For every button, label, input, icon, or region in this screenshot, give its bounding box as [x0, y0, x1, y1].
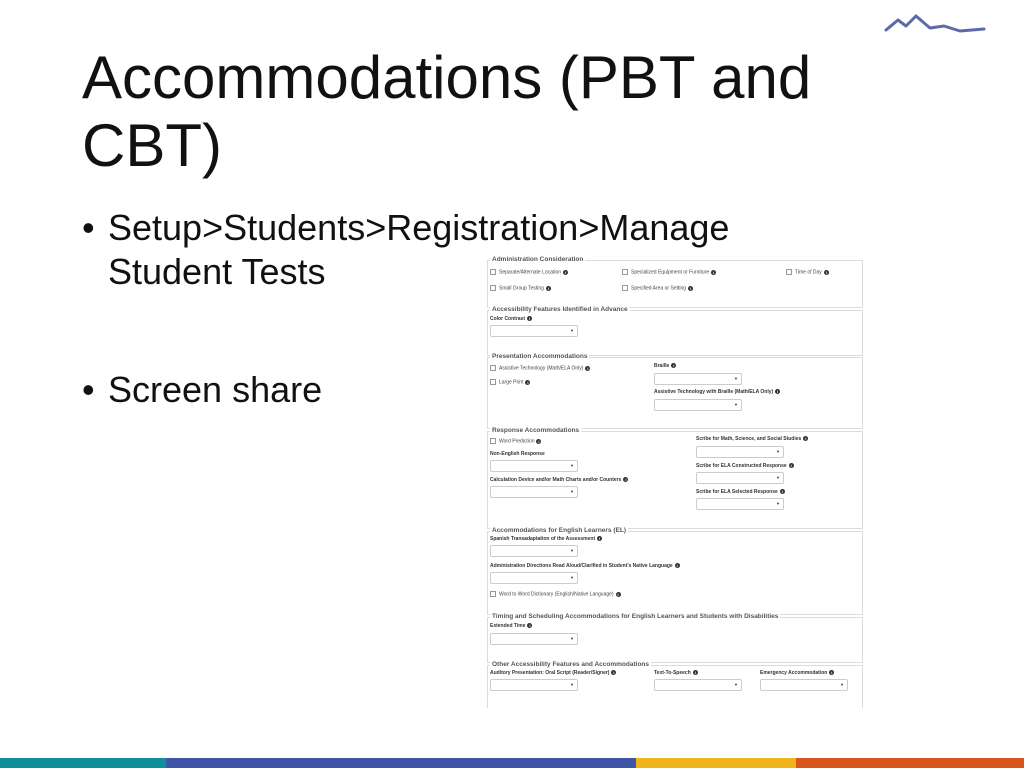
scribe-ela-sr-select[interactable] — [696, 498, 784, 510]
dropdown-caret-icon: ▼ — [840, 682, 844, 687]
scribe-math-label: Scribe for Math, Science, and Social Studies i — [696, 436, 807, 442]
braille-select[interactable] — [654, 373, 742, 385]
field-label: Separate/Alternate Location — [499, 269, 561, 276]
calc-device-select[interactable] — [490, 486, 578, 498]
color-contrast-label: Color Contrast i — [490, 316, 531, 322]
spanish-transadaptation-label: Spanish Transadaptation of the Assessment i — [490, 536, 601, 542]
field-label: Large Print — [499, 379, 524, 386]
administration-panel — [487, 256, 863, 308]
assistive-technology-field[interactable] — [490, 365, 590, 371]
info-icon[interactable]: i — [538, 438, 540, 444]
field-label: Time of Day — [795, 269, 822, 276]
word-dictionary-field[interactable] — [490, 591, 621, 597]
auditory-presentation-label: Auditory Presentation: Oral Script (Reader/Signer) i — [490, 670, 615, 676]
footer-segment — [166, 758, 636, 768]
checkbox-icon[interactable] — [490, 269, 496, 275]
checkbox-icon[interactable] — [490, 591, 496, 597]
admin-directions-select[interactable] — [490, 572, 578, 584]
info-icon[interactable]: i — [529, 623, 531, 629]
footer-color-bar — [0, 758, 1024, 768]
non-english-select[interactable] — [490, 460, 578, 472]
bullet-text: Setup>Students>Registration>Manage Student Tests — [108, 207, 730, 292]
accessibility-features-panel — [487, 306, 863, 356]
info-icon[interactable]: i — [528, 316, 531, 322]
info-icon[interactable]: i — [599, 536, 601, 542]
extended-time-select[interactable] — [490, 633, 578, 645]
braille-label: Braille i — [654, 363, 675, 369]
checkbox-icon[interactable] — [490, 438, 496, 444]
dropdown-caret-icon: ▼ — [570, 682, 574, 687]
separate-location-field[interactable] — [490, 269, 568, 275]
dropdown-caret-icon: ▼ — [734, 376, 738, 381]
info-icon[interactable]: i — [564, 269, 567, 275]
checkbox-icon[interactable] — [622, 285, 628, 291]
info-icon[interactable]: i — [694, 670, 696, 676]
footer-segment — [796, 758, 1024, 768]
dropdown-caret-icon: ▼ — [776, 475, 780, 480]
info-icon[interactable]: i — [825, 269, 827, 275]
info-icon[interactable]: i — [613, 670, 615, 676]
info-icon[interactable]: i — [617, 591, 619, 597]
accommodations-form-screenshot — [485, 256, 863, 708]
panel-title: Response Accommodations — [492, 427, 580, 434]
info-icon[interactable]: i — [676, 563, 678, 569]
footer-segment — [0, 758, 166, 768]
panel-title: Presentation Accommodations — [492, 353, 588, 360]
info-icon[interactable]: i — [777, 389, 779, 395]
dropdown-caret-icon: ▼ — [570, 548, 574, 553]
footer-segment — [636, 758, 796, 768]
mountain-logo — [884, 12, 996, 36]
text-to-speech-select[interactable] — [654, 679, 742, 691]
info-icon[interactable]: i — [805, 436, 807, 442]
dropdown-caret-icon: ▼ — [776, 449, 780, 454]
time-of-day-field[interactable] — [786, 269, 829, 275]
dropdown-caret-icon: ▼ — [570, 575, 574, 580]
small-group-field[interactable] — [490, 285, 551, 291]
scribe-ela-sr-label: Scribe for ELA Selected Response i — [696, 489, 783, 495]
response-panel — [487, 427, 863, 529]
panel-title: Administration Consideration — [492, 256, 584, 263]
dropdown-caret-icon: ▼ — [570, 463, 574, 468]
field-label: Small Group Testing — [499, 285, 544, 292]
info-icon[interactable]: i — [831, 670, 833, 676]
checkbox-icon[interactable] — [786, 269, 792, 275]
panel-title: Other Accessibility Features and Accommodations — [492, 661, 650, 668]
info-icon[interactable]: i — [689, 285, 692, 291]
assistive-braille-label: Assistive Technology with Braille (Math/ELA Only) i — [654, 389, 779, 395]
assistive-braille-select[interactable] — [654, 399, 742, 411]
auditory-presentation-select[interactable] — [490, 679, 578, 691]
checkbox-icon[interactable] — [490, 379, 496, 385]
checkbox-icon[interactable] — [622, 269, 628, 275]
other-features-panel — [487, 661, 863, 708]
color-contrast-select[interactable] — [490, 325, 578, 337]
specified-area-field[interactable] — [622, 285, 693, 291]
dropdown-caret-icon: ▼ — [570, 636, 574, 641]
specialized-equipment-field[interactable] — [622, 269, 716, 275]
panel-title: Timing and Scheduling Accommodations for English Learners and Students with Disabilities — [492, 613, 779, 620]
timing-scheduling-panel — [487, 613, 863, 663]
field-label: Specified Area or Setting — [631, 285, 687, 292]
dropdown-caret-icon: ▼ — [734, 682, 738, 687]
info-icon[interactable]: i — [547, 285, 549, 291]
scribe-math-select[interactable] — [696, 446, 784, 458]
info-icon[interactable]: i — [625, 477, 627, 483]
info-icon[interactable]: i — [673, 363, 675, 369]
info-icon[interactable]: i — [790, 463, 792, 469]
emergency-accommodation-label: Emergency Accommodation i — [760, 670, 833, 676]
info-icon[interactable]: i — [781, 489, 783, 495]
slide-title: Accommodations (PBT and CBT) — [82, 44, 812, 179]
info-icon[interactable]: i — [527, 379, 529, 385]
calc-device-label: Calculation Device and/or Math Charts and/or Counters i — [490, 477, 627, 483]
scribe-ela-cr-select[interactable] — [696, 472, 784, 484]
panel-title: Accommodations for English Learners (EL) — [492, 527, 626, 534]
info-icon[interactable]: i — [587, 365, 589, 371]
emergency-accommodation-select[interactable] — [760, 679, 848, 691]
field-label: Assistive Technology (Math/ELA Only) — [499, 365, 584, 372]
field-label: Word to Word Dictionary (English/Native Language) — [499, 591, 614, 598]
english-learners-panel — [487, 527, 863, 615]
extended-time-label: Extended Time i — [490, 623, 531, 629]
dropdown-caret-icon: ▼ — [570, 489, 574, 494]
bullet-text: Screen share — [108, 369, 323, 410]
checkbox-icon[interactable] — [490, 365, 496, 371]
presentation-panel — [487, 353, 863, 429]
text-to-speech-label: Text-To-Speech i — [654, 670, 696, 676]
field-label: Word Prediction — [499, 438, 535, 445]
scribe-ela-cr-label: Scribe for ELA Constructed Response i — [696, 463, 792, 469]
large-print-field[interactable] — [490, 379, 530, 385]
field-label: Specialized Equipment or Furniture — [631, 269, 710, 276]
word-prediction-field[interactable] — [490, 438, 541, 444]
dropdown-caret-icon: ▼ — [734, 402, 738, 407]
info-icon[interactable]: i — [713, 269, 715, 275]
panel-title: Accessibility Features Identified in Advance — [492, 306, 628, 313]
non-english-label: Non-English Response — [490, 451, 545, 457]
admin-directions-label: Administration Directions Read Aloud/Clarified in Student's Native Language i — [490, 563, 678, 569]
dropdown-caret-icon: ▼ — [776, 501, 780, 506]
checkbox-icon[interactable] — [490, 285, 496, 291]
dropdown-caret-icon: ▼ — [570, 328, 574, 333]
spanish-transadaptation-select[interactable] — [490, 545, 578, 557]
